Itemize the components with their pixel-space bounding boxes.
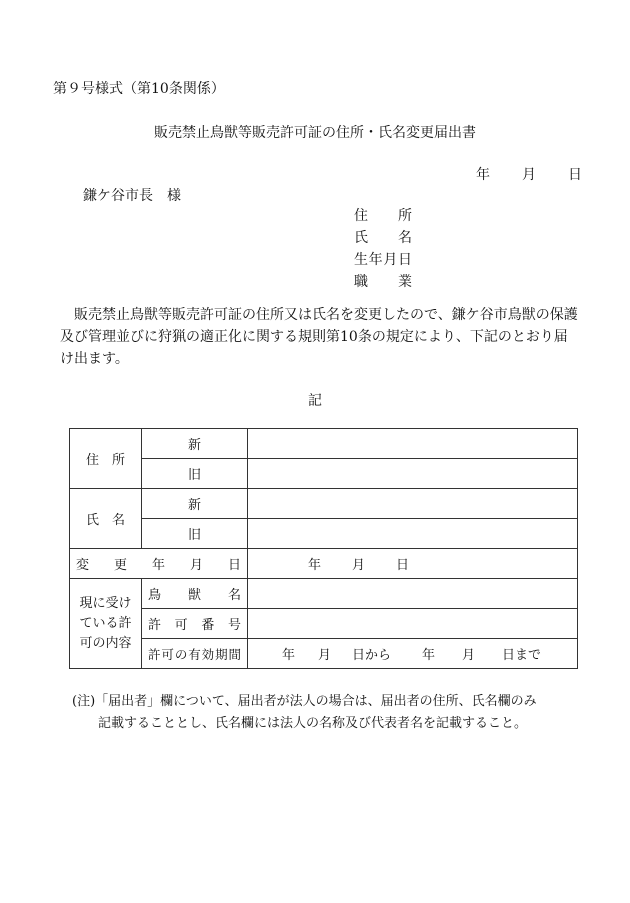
validity-from-day: 日から xyxy=(352,648,392,663)
date-day: 日 xyxy=(568,167,582,183)
address-label: 住 所 xyxy=(70,429,142,489)
applicant-birthdate-label: 生年月日 xyxy=(354,252,412,268)
change-date-label xyxy=(70,549,248,579)
name-new-field[interactable] xyxy=(248,489,578,519)
validity-from-year: 年 xyxy=(282,648,296,663)
applicant-name-label: 氏 名 xyxy=(354,230,412,246)
address-new-label: 新 xyxy=(142,429,248,459)
bird-name-label-text: 鳥 獣 名 xyxy=(148,588,241,603)
validity-field[interactable] xyxy=(248,639,578,669)
change-date-field[interactable] xyxy=(248,549,578,579)
date-month: 月 xyxy=(522,167,536,183)
change-date-month: 月 xyxy=(352,558,366,573)
name-old-field[interactable] xyxy=(248,519,578,549)
date-year: 年 xyxy=(476,167,490,183)
address-new-field[interactable] xyxy=(248,429,578,459)
address-old-field[interactable] xyxy=(248,459,578,489)
document-title: 販売禁止鳥獣等販売許可証の住所・氏名変更届出書 xyxy=(154,125,476,141)
permit-number-field[interactable] xyxy=(248,609,578,639)
bird-name-label xyxy=(142,579,248,609)
body-paragraph: 販売禁止鳥獣等販売許可証の住所又は氏名を変更したので、鎌ケ谷市鳥獣の保護及び管理並びに狩猟の適正化に関する規則第10条の規定により、下記のとおり届け出ます。 xyxy=(60,307,578,367)
permit-group-line: 可の内容 xyxy=(79,635,132,651)
address-old-label: 旧 xyxy=(142,459,248,489)
permit-number-label-text: 許 可 番 号 xyxy=(148,618,241,633)
applicant-address-label: 住 所 xyxy=(354,208,412,224)
validity-label xyxy=(142,639,248,669)
ki-heading: 記 xyxy=(308,393,322,409)
validity-from-month: 月 xyxy=(318,648,332,663)
change-date-day: 日 xyxy=(396,558,410,573)
bird-name-field[interactable] xyxy=(248,579,578,609)
name-old-label: 旧 xyxy=(142,519,248,549)
change-date-year: 年 xyxy=(308,558,322,573)
applicant-row xyxy=(354,205,412,227)
applicant-row xyxy=(354,249,412,271)
change-table xyxy=(69,428,578,669)
validity-to-month: 月 xyxy=(462,648,476,663)
validity-to-day: 日まで xyxy=(502,648,542,663)
permit-group-line: ている許 xyxy=(79,615,132,631)
validity-label-text: 許可の有効期間 xyxy=(148,646,241,662)
name-label: 氏 名 xyxy=(70,489,142,549)
permit-group-line: 現に受け xyxy=(79,595,132,611)
change-date-label-text: 変 更 年 月 日 xyxy=(76,558,241,573)
applicant-occupation-label: 職 業 xyxy=(354,274,412,290)
footnote-line-2: 記載することとし、氏名欄には法人の名称及び代表者名を記載すること。 xyxy=(98,716,528,731)
applicant-row xyxy=(354,227,412,249)
applicant-row xyxy=(354,271,412,293)
addressee: 鎌ケ谷市長 様 xyxy=(83,188,181,204)
submission-date xyxy=(476,164,582,184)
permit-number-label xyxy=(142,609,248,639)
applicant-block xyxy=(354,205,412,293)
footnote xyxy=(72,691,592,735)
form-number: 第９号様式（第10条関係） xyxy=(53,81,225,97)
name-new-label: 新 xyxy=(142,489,248,519)
validity-to-year: 年 xyxy=(422,648,436,663)
footnote-line-1: (注)「届出者」欄について、届出者が法人の場合は、届出者の住所、氏名欄のみ xyxy=(72,694,537,709)
permit-group-label xyxy=(70,579,142,669)
